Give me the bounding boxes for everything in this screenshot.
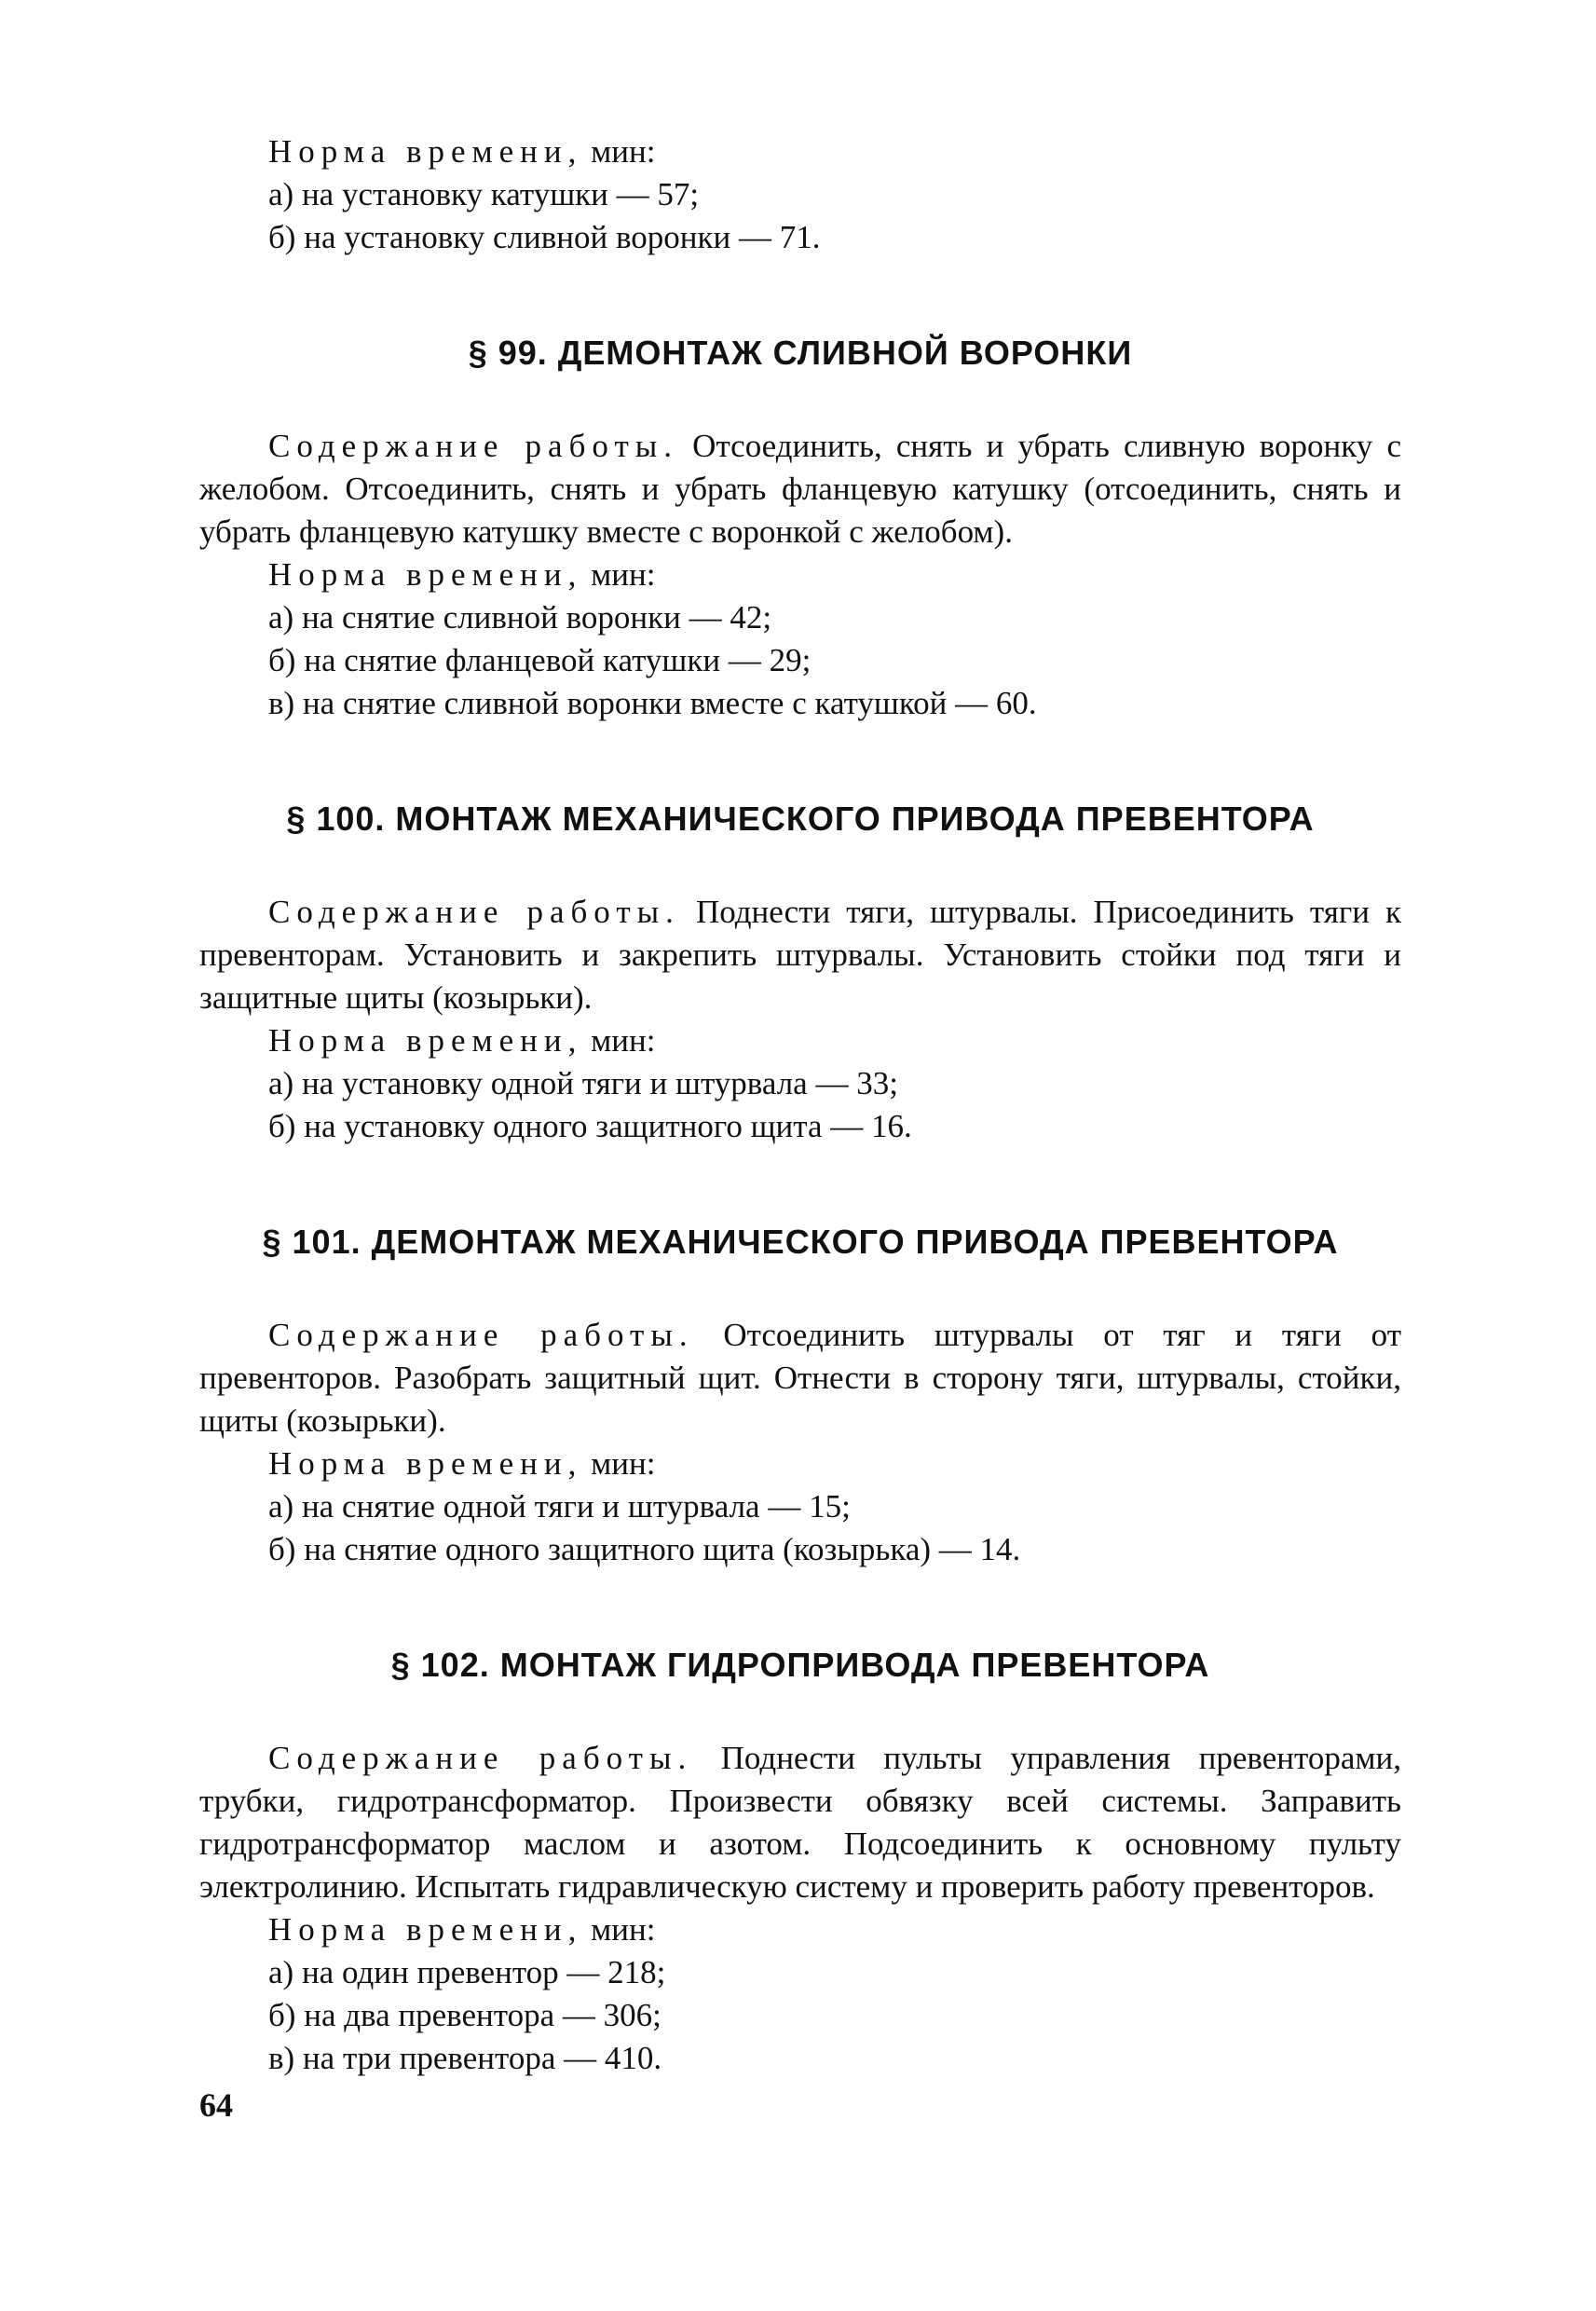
content-text: Отсоединить штурвалы от тяг и тяги от превенторов. Разобрать защитный щит. Отнести в сторону тяги, штурвалы, стойки, щиты (козырьки). bbox=[199, 1317, 1401, 1439]
norm-item: б) на установку одного защитного щита — 16. bbox=[268, 1108, 912, 1144]
section-heading: § 99. ДЕМОНТАЖ СЛИВНОЙ ВОРОНКИ bbox=[468, 334, 1133, 372]
section-heading: § 100. МОНТАЖ МЕХАНИЧЕСКОГО ПРИВОДА ПРЕВЕНТОРА bbox=[286, 800, 1315, 838]
section-content bbox=[199, 891, 1401, 1019]
norm-item: а) на установку катушки — 57; bbox=[268, 176, 700, 212]
section-content bbox=[199, 1314, 1401, 1443]
intro-norm-block bbox=[199, 130, 1401, 259]
section-content bbox=[199, 425, 1401, 554]
section-99 bbox=[199, 334, 1401, 725]
norm-item: а) на установку одной тяги и штурвала — 33; bbox=[268, 1065, 898, 1101]
section-heading: § 101. ДЕМОНТАЖ МЕХАНИЧЕСКОГО ПРИВОДА ПРЕВЕНТОРА bbox=[262, 1223, 1339, 1261]
norm-item: б) на снятие фланцевой катушки — 29; bbox=[268, 642, 812, 678]
page-body bbox=[199, 130, 1401, 2080]
section-102 bbox=[199, 1646, 1401, 2080]
norm-label: Норма времени, bbox=[268, 133, 583, 170]
norm-item: б) на установку сливной воронки — 71. bbox=[268, 219, 821, 255]
norm-item: в) на три превентора — 410. bbox=[268, 2040, 662, 2076]
norm-line bbox=[199, 1443, 1401, 1485]
norm-label: Норма времени, bbox=[268, 1022, 583, 1059]
norm-label: Норма времени, bbox=[268, 1911, 583, 1948]
content-label: Содержание работы. bbox=[268, 894, 680, 930]
norm-label: Норма времени, bbox=[268, 1445, 583, 1482]
norm-line bbox=[199, 130, 1401, 173]
norm-unit: мин: bbox=[582, 1911, 656, 1948]
norm-unit: мин: bbox=[582, 1022, 656, 1059]
norm-item: а) на снятие одной тяги и штурвала — 15; bbox=[268, 1488, 851, 1525]
content-text: Поднести тяги, штурвалы. Присоединить тяги к превенторам. Установить и закрепить штурвалы. Установить стойки под тяги и защитные щиты (козырьки). bbox=[199, 894, 1401, 1016]
norm-line bbox=[199, 1019, 1401, 1062]
section-101 bbox=[199, 1223, 1401, 1571]
section-content bbox=[199, 1737, 1401, 1908]
norm-line bbox=[199, 1908, 1401, 1951]
content-text: Отсоединить, снять и убрать сливную воронку с желобом. Отсоединить, снять и убрать фланцевую катушку (отсоединить, снять и убрать фланцевую катушку вместе с воронкой с желобом). bbox=[199, 428, 1401, 550]
norm-unit: мин: bbox=[582, 556, 656, 593]
norm-unit: мин: bbox=[582, 133, 656, 170]
norm-item: в) на снятие сливной воронки вместе с катушкой — 60. bbox=[268, 685, 1037, 721]
norm-item: а) на снятие сливной воронки — 42; bbox=[268, 599, 772, 636]
section-100 bbox=[199, 800, 1401, 1148]
content-label: Содержание работы. bbox=[268, 428, 678, 464]
content-label: Содержание работы. bbox=[268, 1740, 693, 1776]
section-heading: § 102. МОНТАЖ ГИДРОПРИВОДА ПРЕВЕНТОРА bbox=[390, 1646, 1210, 1684]
norm-item: б) на два превентора — 306; bbox=[268, 1997, 662, 2033]
norm-item: б) на снятие одного защитного щита (козырька) — 14. bbox=[268, 1531, 1021, 1567]
norm-item: а) на один превентор — 218; bbox=[268, 1954, 666, 1990]
page-number: 64 bbox=[199, 2086, 233, 2124]
norm-line bbox=[199, 554, 1401, 596]
content-text: Поднести пульты управления превенторами, трубки, гидротрансформатор. Произвести обвязку всей системы. Заправить гидротрансформатор маслом и азотом. Подсоединить к основному пульту электролинию. Испытать гидравлическую систему и проверить работу превенторов. bbox=[199, 1740, 1401, 1905]
content-label: Содержание работы. bbox=[268, 1317, 694, 1353]
norm-label: Норма времени, bbox=[268, 556, 583, 593]
norm-unit: мин: bbox=[582, 1445, 656, 1482]
